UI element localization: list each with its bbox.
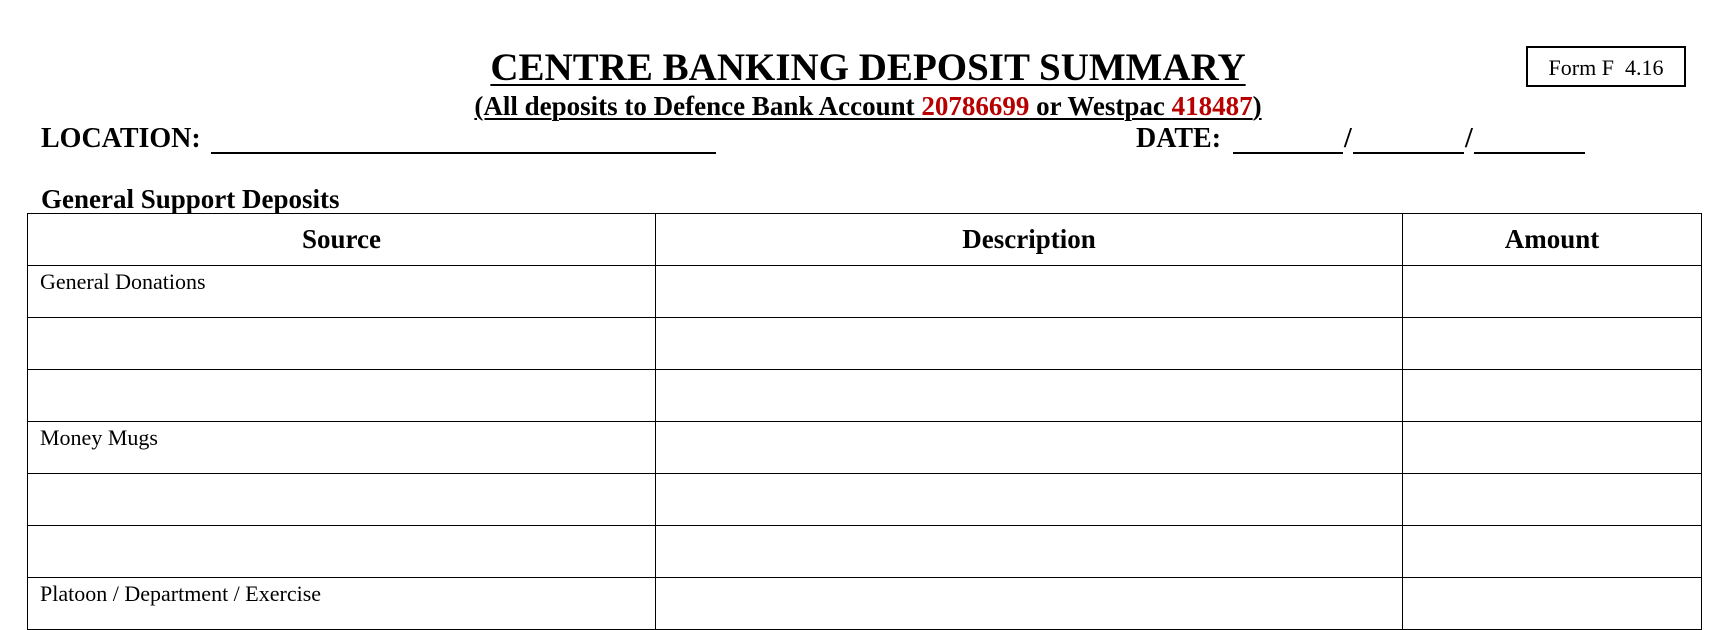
amount-cell[interactable] [1403,578,1702,630]
description-cell[interactable] [656,266,1403,318]
date-day-field[interactable] [1233,152,1343,154]
source-cell[interactable]: Money Mugs [28,422,656,474]
description-cell[interactable] [656,422,1403,474]
amount-cell[interactable] [1403,422,1702,474]
table-row [28,370,1702,422]
deposit-instructions [0,89,1736,123]
subtitle-suffix: ) [1252,91,1262,121]
location-field[interactable] [211,152,716,154]
amount-cell[interactable] [1403,318,1702,370]
westpac-account-number: 418487 [1171,91,1253,121]
amount-cell[interactable] [1403,266,1702,318]
form-number-box: Form F 4.16 [1526,46,1686,87]
table-header-row [28,214,1702,266]
amount-cell[interactable] [1403,474,1702,526]
source-cell[interactable] [28,474,656,526]
description-cell[interactable] [656,474,1403,526]
source-cell[interactable] [28,318,656,370]
date-separator: / [1465,123,1473,154]
section-heading: General Support Deposits [41,184,340,214]
date-separator: / [1344,123,1352,154]
date-label: DATE: [1136,123,1222,154]
column-header-description: Description [656,214,1403,266]
table-row [28,266,1702,318]
table-row [28,474,1702,526]
description-cell[interactable] [656,578,1403,630]
column-header-amount: Amount [1403,214,1702,266]
description-cell[interactable] [656,526,1403,578]
table-row [28,422,1702,474]
location-label: LOCATION: [41,123,201,154]
page-title: CENTRE BANKING DEPOSIT SUMMARY [490,46,1246,89]
date-year-field[interactable] [1474,152,1585,154]
source-cell[interactable] [28,526,656,578]
source-cell[interactable]: General Donations [28,266,656,318]
subtitle-middle: or Westpac [1029,91,1172,121]
column-header-source: Source [28,214,656,266]
subtitle-prefix: (All deposits to Defence Bank Account [474,91,922,121]
table-row [28,526,1702,578]
defence-account-number: 20786699 [921,91,1030,121]
table-row [28,318,1702,370]
description-cell[interactable] [656,318,1403,370]
amount-cell[interactable] [1403,370,1702,422]
source-cell[interactable]: Platoon / Department / Exercise [28,578,656,630]
description-cell[interactable] [656,370,1403,422]
amount-cell[interactable] [1403,526,1702,578]
source-cell[interactable] [28,370,656,422]
deposits-table [27,213,1702,630]
table-row [28,578,1702,630]
date-month-field[interactable] [1353,152,1464,154]
